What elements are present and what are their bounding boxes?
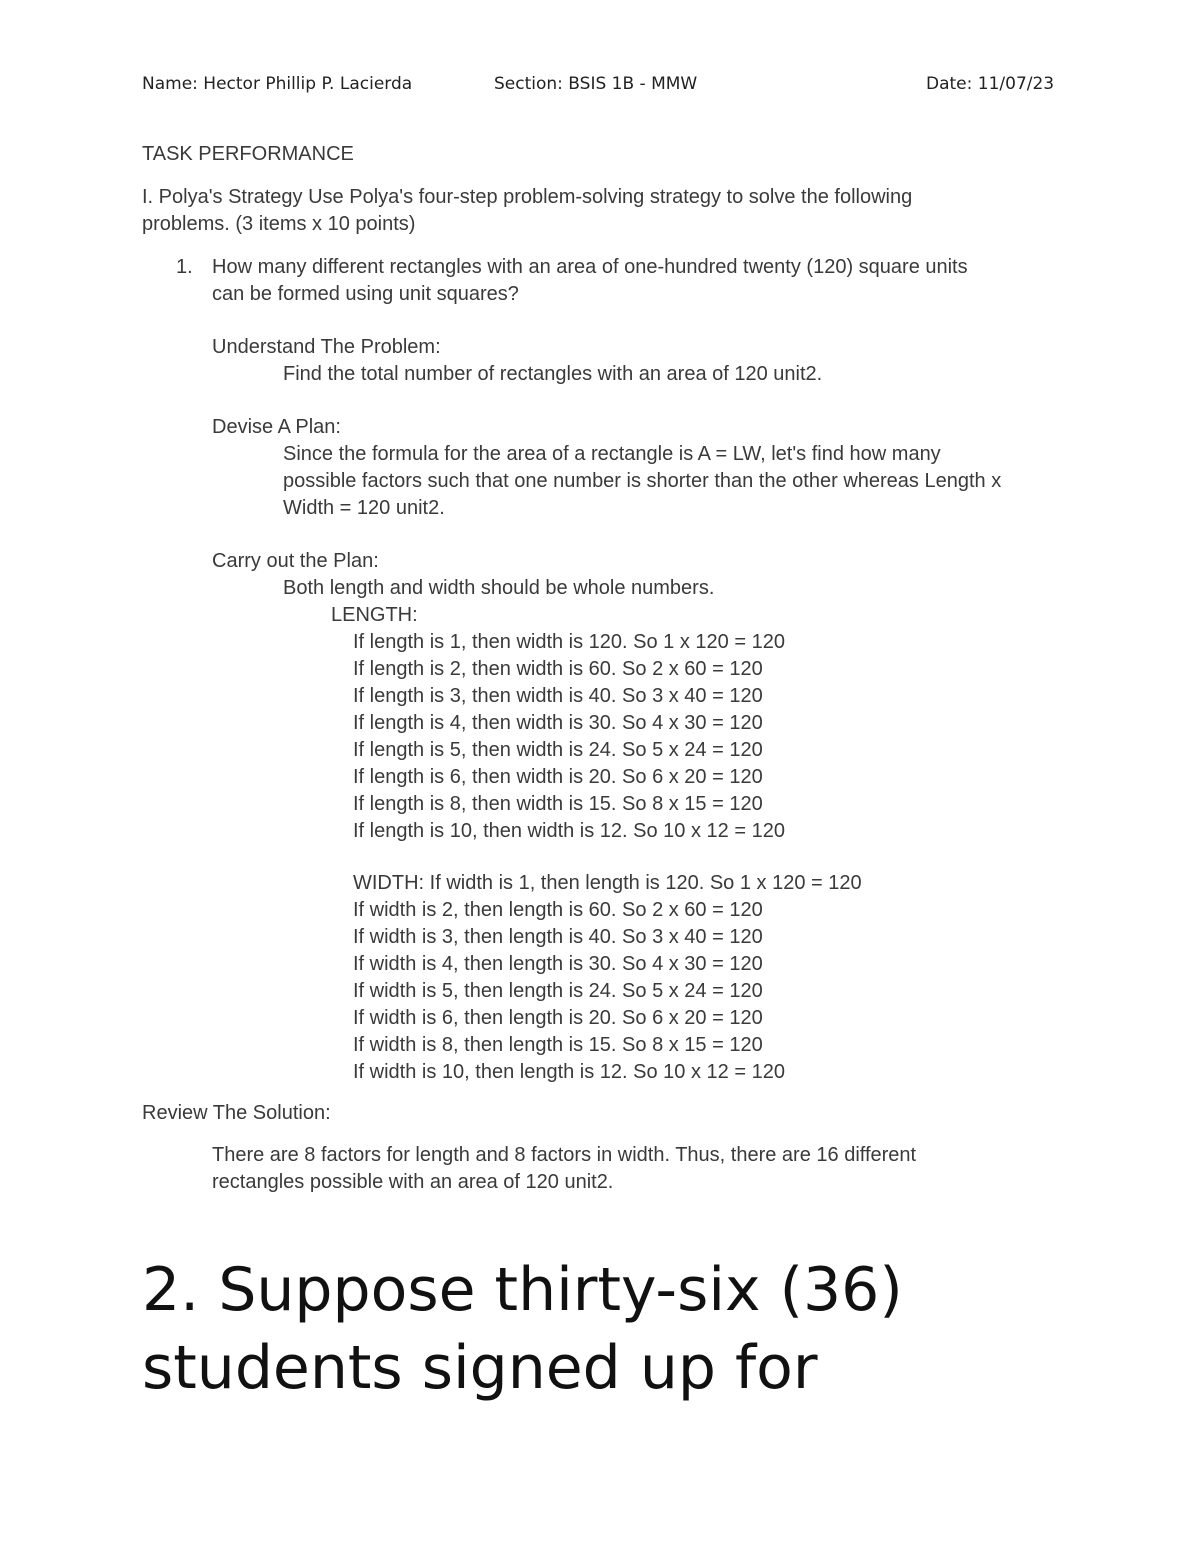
problem2-heading-line: 2. Suppose thirty-six (36) xyxy=(142,1255,903,1325)
page-title: TASK PERFORMANCE xyxy=(142,143,354,165)
devise-text-line: possible factors such that one number is shorter than the other whereas Length x xyxy=(283,470,1002,492)
length-line: If length is 3, then width is 40. So 3 x 40 = 120 xyxy=(353,685,763,707)
intro-line: I. Polya's Strategy Use Polya's four-step problem-solving strategy to solve the following xyxy=(142,186,913,208)
section-heading-review: Review The Solution: xyxy=(142,1102,331,1124)
problem-question-line: can be formed using unit squares? xyxy=(212,283,519,305)
width-line: If width is 4, then length is 30. So 4 x 30 = 120 xyxy=(353,953,763,975)
understand-text: Find the total number of rectangles with an area of 120 unit2. xyxy=(283,363,823,385)
length-line: If length is 10, then width is 12. So 10 x 12 = 120 xyxy=(353,820,785,842)
width-line: If width is 5, then length is 24. So 5 x 24 = 120 xyxy=(353,980,763,1002)
length-line: If length is 5, then width is 24. So 5 x 24 = 120 xyxy=(353,739,763,761)
width-line: If width is 3, then length is 40. So 3 x 40 = 120 xyxy=(353,926,763,948)
devise-text-line: Since the formula for the area of a rectangle is A = LW, let's find how many xyxy=(283,443,941,465)
length-line: If length is 8, then width is 15. So 8 x 15 = 120 xyxy=(353,793,763,815)
problem2-heading-line: students signed up for xyxy=(142,1333,818,1403)
devise-text-line: Width = 120 unit2. xyxy=(283,497,445,519)
carry-text: Both length and width should be whole numbers. xyxy=(283,577,715,599)
header-section: Section: BSIS 1B - MMW xyxy=(494,74,698,94)
section-heading-carry: Carry out the Plan: xyxy=(212,550,379,572)
length-line: If length is 1, then width is 120. So 1 x 120 = 120 xyxy=(353,631,785,653)
width-line: If width is 8, then length is 15. So 8 x 15 = 120 xyxy=(353,1034,763,1056)
length-line: If length is 2, then width is 60. So 2 x 60 = 120 xyxy=(353,658,763,680)
width-line: If width is 10, then length is 12. So 10 x 12 = 120 xyxy=(353,1061,785,1083)
review-text-line: There are 8 factors for length and 8 factors in width. Thus, there are 16 different xyxy=(212,1144,917,1166)
header-name: Name: Hector Phillip P. Lacierda xyxy=(142,74,413,94)
width-line: WIDTH: If width is 1, then length is 120. So 1 x 120 = 120 xyxy=(353,872,862,894)
length-line: If length is 4, then width is 30. So 4 x 30 = 120 xyxy=(353,712,763,734)
section-heading-devise: Devise A Plan: xyxy=(212,416,341,438)
length-line: If length is 6, then width is 20. So 6 x 20 = 120 xyxy=(353,766,763,788)
section-heading-understand: Understand The Problem: xyxy=(212,336,441,358)
review-text-line: rectangles possible with an area of 120 unit2. xyxy=(212,1171,614,1193)
width-line: If width is 2, then length is 60. So 2 x 60 = 120 xyxy=(353,899,763,921)
problem-question-line: How many different rectangles with an area of one-hundred twenty (120) square units xyxy=(212,256,968,278)
length-heading: LENGTH: xyxy=(331,604,418,626)
width-line: If width is 6, then length is 20. So 6 x 20 = 120 xyxy=(353,1007,763,1029)
header-date: Date: 11/07/23 xyxy=(926,74,1055,94)
problem-number: 1. xyxy=(176,256,193,278)
intro-line: problems. (3 items x 10 points) xyxy=(142,213,416,235)
